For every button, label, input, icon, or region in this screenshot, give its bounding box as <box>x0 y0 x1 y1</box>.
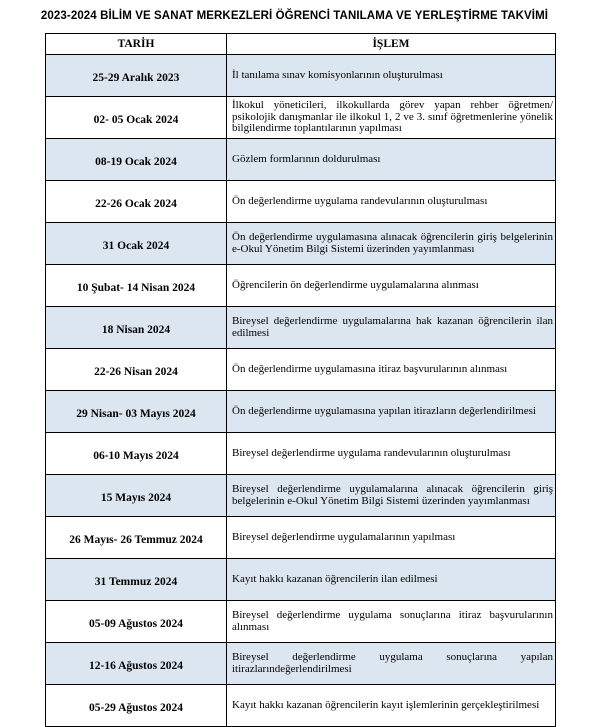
row-operation: Gözlem formlarının doldurulması <box>227 139 556 181</box>
row-date: 31 Ocak 2024 <box>46 223 227 265</box>
table-row <box>46 349 556 391</box>
row-operation: Ön değerlendirme uygulamasına yapılan itirazların değerlendirilmesi <box>227 391 556 433</box>
table-row <box>46 643 556 685</box>
row-operation: Öğrencilerin ön değerlendirme uygulamalarına alınması <box>227 265 556 307</box>
row-date: 26 Mayıs- 26 Temmuz 2024 <box>46 517 227 559</box>
table-row <box>46 391 556 433</box>
row-operation: Ön değerlendirme uygulama randevularının oluşturulması <box>227 181 556 223</box>
row-operation: Bireysel değerlendirme uygulama sonuçlarına itiraz başvurularının alınması <box>227 601 556 643</box>
row-date: 22-26 Nisan 2024 <box>46 349 227 391</box>
table-row <box>46 307 556 349</box>
header-operation: İŞLEM <box>227 34 556 55</box>
row-operation: Bireysel değerlendirme uygulama randevularının oluşturulması <box>227 433 556 475</box>
row-date: 10 Şubat- 14 Nisan 2024 <box>46 265 227 307</box>
row-operation: Kayıt hakkı kazanan öğrencilerin kayıt işlemlerinin gerçekleştirilmesi <box>227 685 556 727</box>
table-row <box>46 475 556 517</box>
table-header-row <box>46 34 556 55</box>
row-date: 05-09 Ağustos 2024 <box>46 601 227 643</box>
row-operation: İlkokul yöneticileri, ilkokullarda görev yapan rehber öğretmen/ psikolojik danışmanlar ile ilkokul 1, 2 ve 3. sınıf öğretmenlerine yönelik bilgilendirme toplantılarının yapılması <box>227 97 556 139</box>
row-operation: Bireysel değerlendirme uygulamalarının yapılması <box>227 517 556 559</box>
row-date: 15 Mayıs 2024 <box>46 475 227 517</box>
row-operation: Ön değerlendirme uygulamasına alınacak öğrencilerin giriş belgelerinin e-Okul Yönetim Bilgi Sistemi üzerinden yayımlanması <box>227 223 556 265</box>
row-operation: Bireysel değerlendirme uygulama sonuçlarına yapılan itirazlarındeğerlendirilmesi <box>227 643 556 685</box>
row-date: 18 Nisan 2024 <box>46 307 227 349</box>
table-row <box>46 139 556 181</box>
table-row <box>46 223 556 265</box>
row-date: 08-19 Ocak 2024 <box>46 139 227 181</box>
row-date: 05-29 Ağustos 2024 <box>46 685 227 727</box>
row-date: 12-16 Ağustos 2024 <box>46 643 227 685</box>
calendar-table <box>45 33 556 727</box>
row-operation: Kayıt hakkı kazanan öğrencilerin ilan edilmesi <box>227 559 556 601</box>
table-row <box>46 181 556 223</box>
table-row <box>46 601 556 643</box>
row-date: 29 Nisan- 03 Mayıs 2024 <box>46 391 227 433</box>
row-date: 02- 05 Ocak 2024 <box>46 97 227 139</box>
table-row <box>46 685 556 727</box>
table-row <box>46 97 556 139</box>
table-row <box>46 517 556 559</box>
table-row <box>46 433 556 475</box>
row-operation: Bireysel değerlendirme uygulamalarına alınacak öğrencilerin giriş belgelerinin e-Okul Yönetim Bilgi Sistemi üzerinden yayımlanması <box>227 475 556 517</box>
row-operation: Ön değerlendirme uygulamasına itiraz başvurularının alınması <box>227 349 556 391</box>
page-title: 2023-2024 BİLİM VE SANAT MERKEZLERİ ÖĞRENCİ TANILAMA VE YERLEŞTİRME TAKVİMİ <box>40 10 549 22</box>
row-operation: İl tanılama sınav komisyonlarının oluşturulması <box>227 55 556 97</box>
table-row <box>46 559 556 601</box>
row-date: 22-26 Ocak 2024 <box>46 181 227 223</box>
table-row <box>46 265 556 307</box>
table-row <box>46 55 556 97</box>
row-operation: Bireysel değerlendirme uygulamalarına hak kazanan öğrencilerin ilan edilmesi <box>227 307 556 349</box>
row-date: 31 Temmuz 2024 <box>46 559 227 601</box>
row-date: 25-29 Aralık 2023 <box>46 55 227 97</box>
header-date: TARİH <box>46 34 227 55</box>
row-date: 06-10 Mayıs 2024 <box>46 433 227 475</box>
